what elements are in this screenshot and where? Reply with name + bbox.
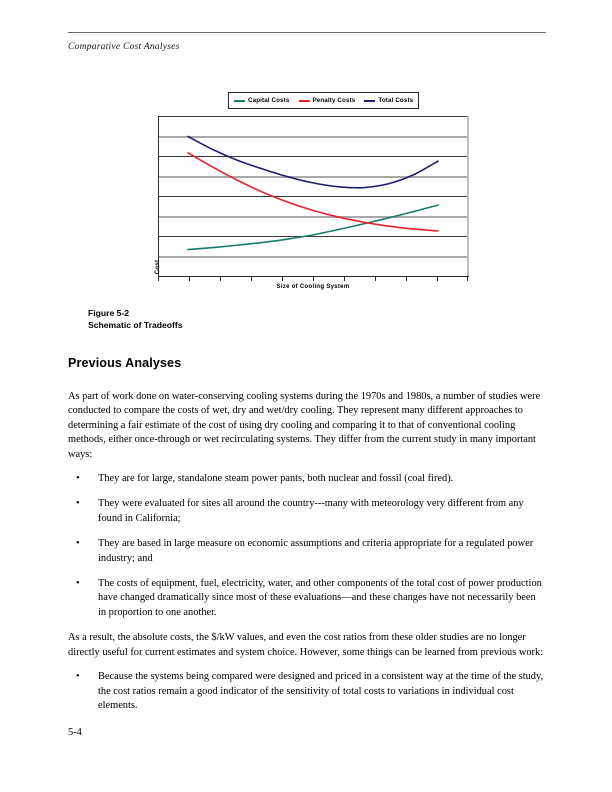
legend-swatch-icon: [234, 100, 245, 102]
running-header: Comparative Cost Analyses: [68, 42, 180, 52]
bullet-marker-icon: •: [76, 498, 80, 510]
chart-plot-area: [158, 116, 468, 276]
legend-item-penalty-costs: [299, 97, 356, 105]
bullet-text: They are for large, standalone steam power pants, both nuclear and fossil (coal fired).: [98, 473, 454, 485]
figure-caption: [88, 308, 183, 331]
paragraph-1: As part of work done on water-conserving cooling systems during the 1970s and 1980s, a number of studies were conducted to compare the costs of wet, dry and wet/dry cooling. They represent many different approaches to determining a fair estimate of the cost of using dry cooling and comparing it to that of conventional cooling methods, either once-through or wet recirculating systems. They differ from the current study in many important ways:: [68, 391, 541, 460]
header-rule: [68, 32, 546, 33]
x-axis-tick: [375, 277, 376, 281]
legend-swatch-icon: [299, 100, 310, 102]
x-axis-tick: [344, 277, 345, 281]
legend-label: Capital Costs: [248, 96, 290, 104]
bullet-item: [68, 537, 546, 566]
bullet-marker-icon: •: [76, 473, 80, 485]
bullet-marker-icon: •: [76, 671, 80, 683]
bullet-text: They were evaluated for sites all around the country---many with meteorology very different from any found in California;: [98, 498, 524, 524]
bullet-marker-icon: •: [76, 578, 80, 590]
body-column: [68, 390, 546, 724]
paragraph-2: As a result, the absolute costs, the $/kW values, and even the cost ratios from these older studies are no longer directly useful for current estimates and system choice. However, some things can be learned from previous work:: [68, 632, 544, 658]
x-axis-tick: [282, 277, 283, 281]
x-axis-line: [158, 276, 469, 277]
x-axis-tick: [437, 277, 438, 281]
bullet-text: They are based in large measure on economic assumptions and criteria appropriate for a regulated power industry; and: [98, 538, 534, 564]
bullet-item: [68, 472, 546, 486]
bullet-item: [68, 670, 546, 713]
figure-caption-label: Figure 5-2: [88, 308, 130, 318]
bullet-list-lessons: [68, 670, 546, 713]
x-axis-tick: [251, 277, 252, 281]
bullet-item: [68, 497, 546, 526]
series-line-penalty-costs: [188, 153, 438, 231]
chart-svg: [158, 116, 468, 276]
x-axis-tick: [220, 277, 221, 281]
x-axis-tick: [313, 277, 314, 281]
x-axis-label: Size of Cooling System: [276, 284, 350, 290]
legend-item-total-costs: [364, 97, 413, 105]
y-axis-label: Cost: [155, 259, 161, 275]
legend-swatch-icon: [364, 100, 375, 102]
series-line-total-costs: [188, 136, 438, 187]
section-heading-previous-analyses: Previous Analyses: [68, 356, 182, 370]
legend-item-capital-costs: [234, 97, 290, 105]
chart-legend: [228, 92, 419, 109]
legend-label: Total Costs: [378, 96, 414, 104]
bullet-item: [68, 577, 546, 620]
bullet-marker-icon: •: [76, 538, 80, 550]
bullet-text: The costs of equipment, fuel, electricity, water, and other components of the total cost of power production have changed dramatically since most of these evaluations—and these changes have not necessarily been in proportion to one another.: [98, 578, 542, 618]
bullet-list-differences: [68, 472, 546, 620]
chart-curves: [158, 116, 468, 276]
figure-caption-title: Schematic of Tradeoffs: [88, 319, 183, 330]
page-number: 5-4: [68, 727, 82, 738]
x-axis-tick: [467, 277, 468, 281]
legend-label: Penalty Costs: [312, 96, 356, 104]
x-axis-tick: [406, 277, 407, 281]
figure-5-2: [0, 86, 612, 301]
x-axis-tick: [189, 277, 190, 281]
bullet-text: Because the systems being compared were designed and priced in a consistent way at the time of the study, the cost ratios remain a good indicator of the sensitivity of total costs to variations in individual cost elements.: [98, 671, 544, 711]
